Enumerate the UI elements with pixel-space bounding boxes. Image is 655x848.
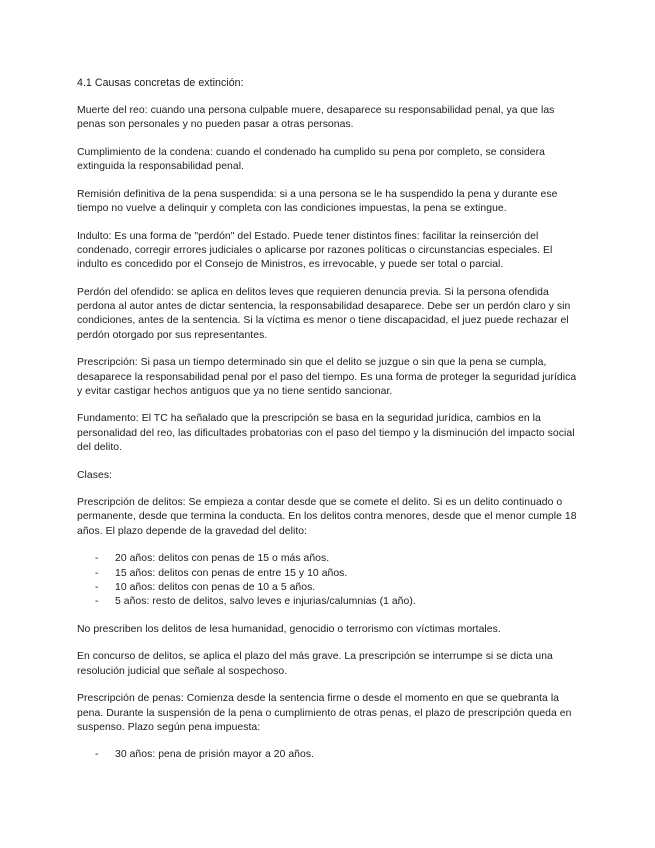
list-bullet: - [95, 749, 99, 761]
paragraph-indulto: Indulto: Es una forma de "perdón" del Estado. Puede tener distintos fines: facilitar la reinserción del condenado, corregir errores judiciales o aplicarse por razones políticas o circunstancias especiales. El indulto es concedido por el Consejo de Ministros, es irrevocable, y puede ser total o parcial. [77, 230, 553, 271]
list-item [77, 581, 577, 595]
list-item [77, 748, 577, 762]
paragraph-concurso-delitos: En concurso de delitos, se aplica el plazo del más grave. La prescripción se interrumpe si se dicta una resolución judicial que señale al sospechoso. [77, 651, 553, 677]
list-item-text: 20 años: delitos con penas de 15 o más años. [115, 553, 330, 565]
paragraph-remision-pena: Remisión definitiva de la pena suspendida: si a una persona se le ha suspendido la pena y durante ese tiempo no vuelve a delinquir y completa con las condiciones impuestas, la pena se extingue. [77, 189, 558, 215]
paragraph-prescripcion-penas: Prescripción de penas: Comienza desde la sentencia firme o desde el momento en que se quebranta la pena. Durante la suspensión de la pena o cumplimiento de otras penas, el plazo de prescripción queda en suspenso. Plazo según pena impuesta: [77, 693, 572, 733]
list-bullet: - [95, 553, 99, 565]
list-plazos-penas [77, 748, 577, 762]
list-item [77, 552, 577, 566]
list-item-text: 10 años: delitos con penas de 10 a 5 años. [115, 581, 316, 593]
paragraph-prescripcion: Prescripción: Si pasa un tiempo determinado sin que el delito se juzgue o sin que la pena se cumpla, desaparece la responsabilidad penal por el paso del tiempo. Es una forma de proteger la seguridad jurídica y evitar castigar hechos antiguos que ya no tiene sentido sancionar. [77, 357, 577, 397]
list-item-text: 15 años: delitos con penas de entre 15 y 10 años. [115, 567, 348, 579]
paragraph-cumplimiento-condena: Cumplimiento de la condena: cuando el condenado ha cumplido su pena por completo, se considera extinguida la responsabilidad penal. [77, 147, 545, 173]
section-heading: 4.1 Causas concretas de extinción: [77, 77, 244, 89]
document-page [77, 76, 577, 776]
list-item [77, 595, 577, 609]
paragraph-muerte-del-reo: Muerte del reo: cuando una persona culpable muere, desaparece su responsabilidad penal, ya que las penas son personales y no pueden pasar a otras personas. [77, 105, 555, 131]
paragraph-perdon-ofendido: Perdón del ofendido: se aplica en delitos leves que requieren denuncia previa. Si la persona ofendida perdona al autor antes de dictar sentencia, la responsabilidad desaparece. Debe ser un perdón claro y sin condiciones, antes de la sentencia. Si la víctima es menor o tiene discapacidad, el juez puede rechazar el perdón otorgado por sus representantes. [77, 287, 571, 341]
paragraph-fundamento: Fundamento: El TC ha señalado que la prescripción se basa en la seguridad jurídica, cambios en la personalidad del reo, las dificultades probatorias con el paso del tiempo y la disminución del impacto social del delito. [77, 413, 575, 453]
list-item-text: 30 años: pena de prisión mayor a 20 años. [115, 749, 315, 761]
list-bullet: - [95, 567, 99, 579]
list-bullet: - [95, 595, 99, 607]
list-bullet: - [95, 581, 99, 593]
list-plazos-delitos [77, 552, 577, 609]
list-item-text: 5 años: resto de delitos, salvo leves e injurias/calumnias (1 año). [115, 595, 416, 607]
paragraph-no-prescriben: No prescriben los delitos de lesa humanidad, genocidio o terrorismo con víctimas mortales. [77, 623, 501, 635]
paragraph-prescripcion-delitos: Prescripción de delitos: Se empieza a contar desde que se comete el delito. Si es un delito continuado o permanente, desde que termina la conducta. En los delitos contra menores, desde que el menor cumple 18 años. El plazo depende de la gravedad del delito: [77, 497, 577, 537]
paragraph-clases: Clases: [77, 469, 112, 481]
list-item [77, 567, 577, 581]
